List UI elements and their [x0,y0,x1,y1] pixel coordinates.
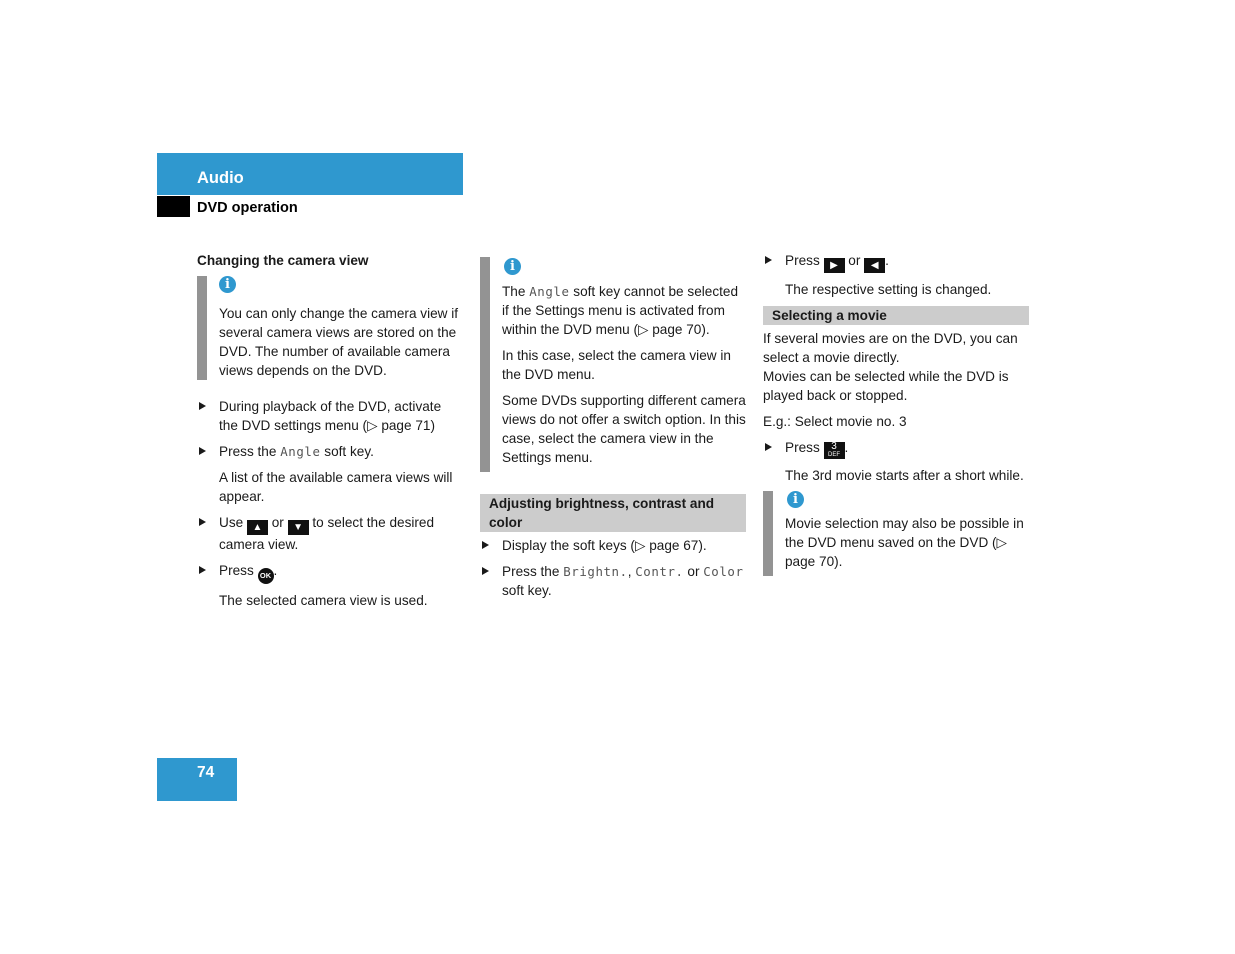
bullet-arrow-icon [482,541,489,549]
key-digit: 3 [831,441,837,452]
step-text: Press [219,563,258,578]
info-text-part: The [502,284,530,299]
up-arrow-key-icon: ▲ [247,520,268,535]
bullet-arrow-icon [765,256,772,264]
step-text: soft key. [320,444,374,459]
right-arrow-key-icon: ▶ [824,258,845,273]
angle-soft-key: Angle [529,284,570,299]
info-bar [480,257,490,472]
bullet-arrow-icon [765,443,772,451]
bullet-arrow-icon [199,447,206,455]
movie-playback-note: Movies can be selected while the DVD is played back or stopped. [763,369,1009,403]
info-note-movie-selection [763,491,1029,576]
bullet-arrow-icon [482,567,489,575]
column-movie [763,251,1029,576]
step-press-right-left [763,251,1029,273]
angle-soft-key: Angle [280,444,321,459]
info-text-part: soft key cannot be selected if the Settings menu is activated from within the DVD menu (▷ page 70). [502,284,739,337]
step-press-adjust-key [480,562,746,600]
info-icon: i [787,491,804,508]
movie-example: E.g.: Select movie no. 3 [763,414,907,429]
info-text [502,282,746,339]
info-note-camera-views [197,276,463,380]
info-icon: i [219,276,236,293]
step-text: to select the desired camera view. [219,515,435,552]
step-text: . [844,440,849,455]
step-text: , [627,564,636,579]
color-soft-key: Color [703,564,744,579]
movie-intro: If several movies are on the DVD, you can select a movie directly. [763,331,1018,365]
result-list-appears: A list of the available camera views will appear. [219,470,453,504]
number-3-key-icon [824,442,845,459]
step-text: or [844,253,865,268]
step-text: During playback of the DVD, activate the DVD settings menu (▷ page 71) [219,399,442,433]
left-arrow-key-icon: ◀ [864,258,885,273]
heading-brightness: Adjusting brightness, contrast and color [480,494,746,532]
step-text: . [273,563,278,578]
info-text: In this case, select the camera view in the DVD menu. [502,348,731,382]
column-brightness [480,257,746,600]
bullet-arrow-icon [199,566,206,574]
brightness-soft-key: Brightn. [563,564,628,579]
step-text: Press the [502,564,564,579]
info-bar [763,491,773,576]
step-text: Press [785,253,824,268]
info-bar [197,276,207,380]
result-movie-starts: The 3rd movie starts after a short while. [785,468,1024,483]
step-text: or [683,564,704,579]
result-setting-changed: The respective setting is changed. [785,282,992,297]
bullet-arrow-icon [199,402,206,410]
step-activate-settings [197,397,463,435]
contrast-soft-key: Contr. [635,564,684,579]
key-letters: DEF [828,452,841,458]
step-text: Press the [219,444,281,459]
step-text: Display the soft keys (▷ page 67). [502,538,707,553]
ok-key-icon: OK [258,568,274,584]
info-icon: i [504,258,521,275]
step-select-view [197,513,463,554]
down-arrow-key-icon: ▼ [288,520,309,535]
step-press-angle [197,442,463,461]
step-press-3 [763,438,1029,459]
bullet-arrow-icon [199,518,206,526]
info-text: Movie selection may also be possible in the DVD menu saved on the DVD (▷ page 70). [785,516,1024,569]
page-number: 74 [197,764,215,781]
subsection-title: DVD operation [197,200,298,216]
step-text: or [267,515,288,530]
step-text: soft key. [502,583,552,598]
heading-selecting-movie: Selecting a movie [763,306,1029,325]
step-text: Press [785,440,824,455]
section-title: Audio [197,169,244,187]
step-text: Use [219,515,247,530]
step-text: . [885,253,889,268]
step-press-ok [197,561,463,584]
info-text: You can only change the camera view if several camera views are stored on the DVD. The number of available camera views depends on the DVD. [219,306,459,378]
subsection-marker [157,196,190,217]
step-display-soft-keys [480,536,746,555]
info-note-angle-key [480,257,746,472]
column-camera-view [197,251,463,610]
result-view-used: The selected camera view is used. [219,593,428,608]
info-text: Some DVDs supporting different camera views do not offer a switch option. In this case, select the camera view in the Settings menu. [502,393,746,465]
heading-camera-view: Changing the camera view [197,253,369,268]
